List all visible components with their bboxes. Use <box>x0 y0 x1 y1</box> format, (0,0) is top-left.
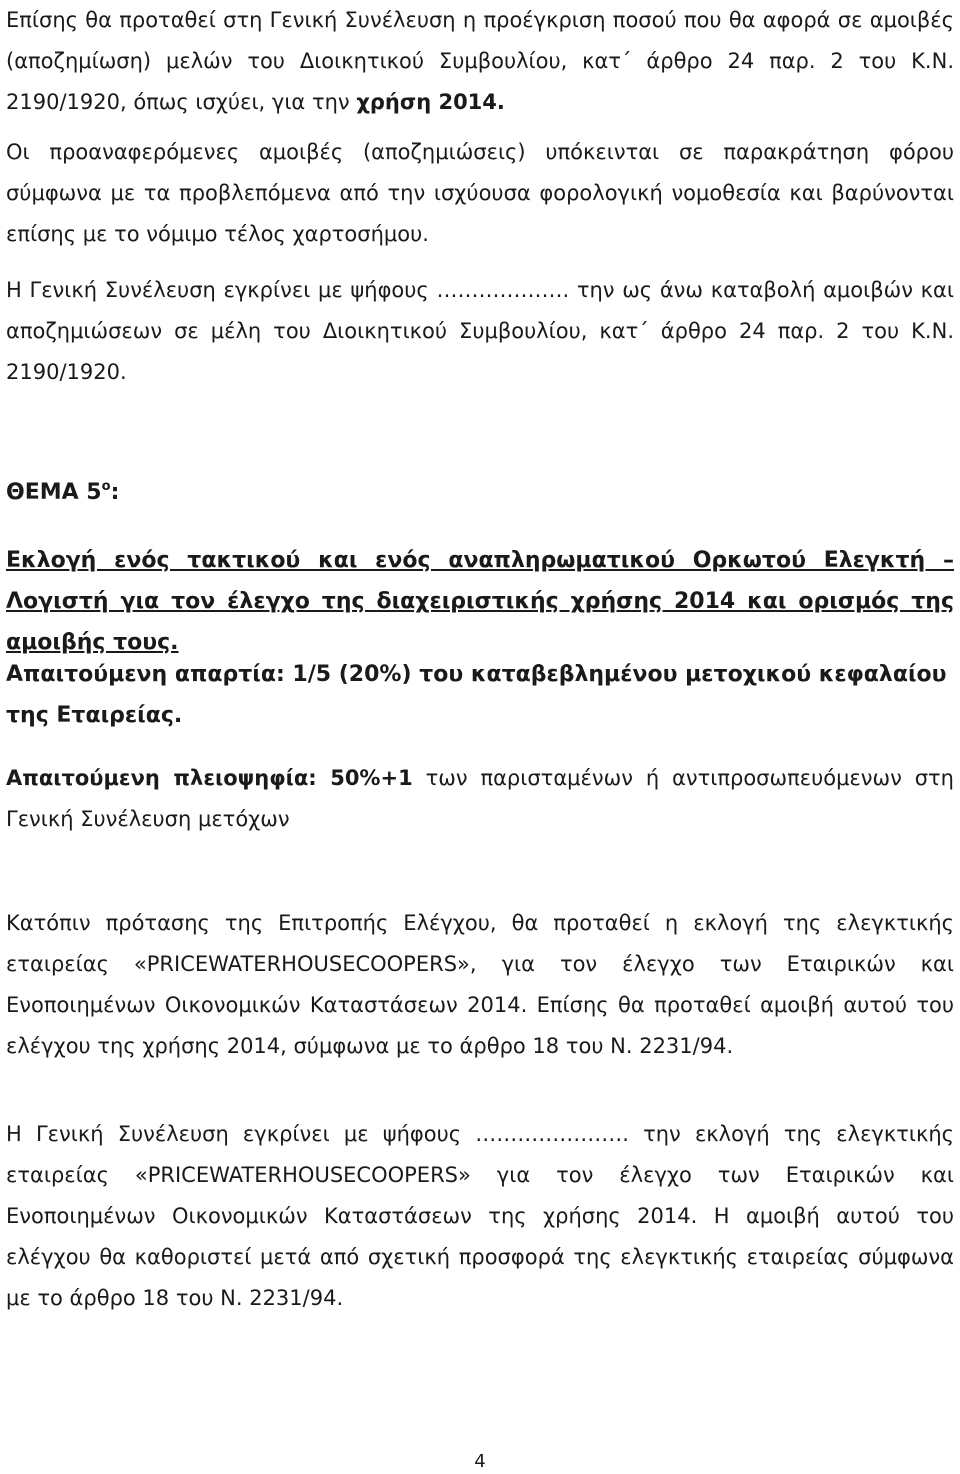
paragraph-auditor-proposal: Κατόπιν πρότασης της Επιτροπής Ελέγχου, θα προταθεί η εκλογή της ελεγκτικής εταιρείας «PRICEWATERHOUSECOOPERS», για τον έλεγχο των Εταιρικών και Ενοποιημένων Οικονομικών Καταστάσεων 2014. Επίσης θα προταθεί αμοιβή αυτού του ελέγχου της χρήσης 2014, σύμφωνα με το άρθρο 18 του Ν. 2231/94. <box>6 911 954 1058</box>
paragraph-preapproval <box>6 0 954 123</box>
topic-label: ΘΕΜΑ 5 <box>6 480 102 505</box>
paragraph-withholding-tax: Οι προαναφερόμενες αμοιβές (αποζημιώσεις) υπόκεινται σε παρακράτηση φόρου σύμφωνα με τα προβλεπόμενα από την ισχύουσα φορολογική νομοθεσία και βαρύνονται επίσης με το νόμιμο τέλος χαρτοσήμου. <box>6 140 954 246</box>
quorum-requirement: Απαιτούμενη απαρτία: 1/5 (20%) του καταβεβλημένου μετοχικού κεφαλαίου της Εταιρείας. <box>6 662 947 728</box>
page-number: 4 <box>474 1451 486 1472</box>
paragraph-auditor-vote: Η Γενική Συνέλευση εγκρίνει με ψήφους …………………. την εκλογή της ελεγκτικής εταιρείας «PRICEWATERHOUSECOOPERS» για τον έλεγχο των Εταιρικών και Ενοποιημένων Οικονομικών Καταστάσεων της χρήσης 2014. Η αμοιβή αυτού του ελέγχου θα καθοριστεί μετά από σχετική προσφορά της ελεγκτικής εταιρείας σύμφωνα με το άρθρο 18 του Ν. 2231/94. <box>6 1122 954 1310</box>
topic-suffix: : <box>110 480 120 505</box>
paragraph-vote-approval: Η Γενική Συνέλευση εγκρίνει με ψήφους ………………. την ως άνω καταβολή αμοιβών και αποζημιώσεων σε μέλη του Διοικητικού Συμβουλίου, κατ΄ άρθρο 24 παρ. 2 του Κ.Ν. 2190/1920. <box>6 278 954 384</box>
topic-title: Εκλογή ενός τακτικού και ενός αναπληρωματικού Ορκωτού Ελεγκτή – Λογιστή για τον έλεγχο της διαχειριστικής χρήσης 2014 και ορισμός της αμοιβής τους. <box>6 548 954 655</box>
majority-text: των παρισταμένων ή αντιπροσωπευόμενων στη Γενική Συνέλευση μετόχων <box>6 766 954 831</box>
majority-label: Απαιτούμενη πλειοψηφία: 50%+1 <box>6 766 413 790</box>
paragraph-preapproval-text: Επίσης θα προταθεί στη Γενική Συνέλευση η προέγκριση ποσού που θα αφορά σε αμοιβές (αποζημίωση) μελών του Διοικητικού Συμβουλίου, κατ΄ άρθρο 24 παρ. 2 του Κ.Ν. 2190/1920, όπως ισχύει, για την <box>6 8 954 114</box>
paragraph-preapproval-bold: χρήση 2014. <box>356 90 505 114</box>
majority-requirement <box>6 758 954 840</box>
topic-superscript: ο <box>101 479 111 494</box>
topic-heading <box>6 466 954 513</box>
